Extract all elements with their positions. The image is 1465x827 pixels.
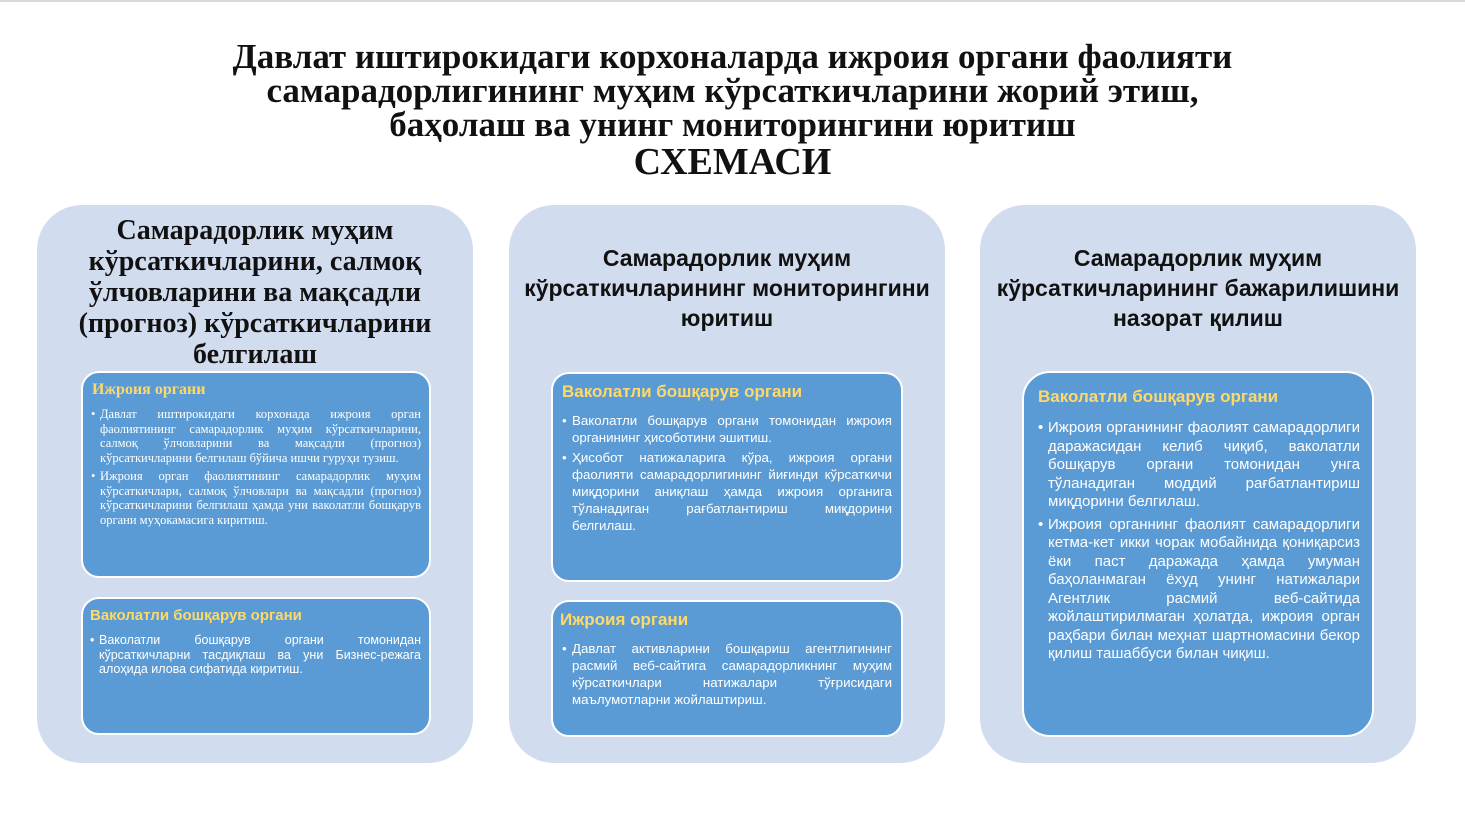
column-setting-indicators [37,205,473,763]
list-item: • Ваколатли бошқарув органи томонидан кўрсаткичларни тасдиқлаш ва уни Бизнес-режага алоҳида илова сифатида киритиш. [90,633,421,677]
page-title [0,37,1465,183]
box-heading: Ваколатли бошқарув органи [90,607,302,624]
box-heading: Ваколатли бошқарув органи [1038,387,1279,406]
column-title: Самарадорлик муҳим кўрсаткичларининг бажарилишини назорат қилиш [996,245,1400,331]
box-heading: Ижроия органи [560,610,689,629]
box-executive-body [551,600,903,737]
box-heading: Ижроия органи [92,381,206,398]
column-title: Самарадорлик муҳим кўрсаткичларининг мониторингини юритиш [524,245,930,331]
title-line-3: баҳолаш ва унинг мониторингини юритиш [389,105,1076,144]
box-executive-body [81,371,431,578]
list-item: • Давлат иштирокидаги корхонада ижроия орган фаолиятининг самарадорлик муҳим кўрсаткичларини, салмоқ ўлчовларини ва мақсадли (прогноз) кўрсаткичларини белгилаш бўйича ишчи гуруҳи тузиш. [91,407,421,465]
box-list [90,633,421,677]
box-heading: Ваколатли бошқарув органи [562,382,803,401]
list-item: • Ижроия орган фаолиятининг самарадорлик муҳим кўрсаткичлари, салмоқ ўлчовлари ва мақсадли (прогноз) кўрсаткичларини белгилаш ҳамда уни ваколатли бошқарув органи муҳокамасига киритиш. [91,469,421,527]
box-authorized-body [1022,371,1374,737]
box-list [91,407,421,531]
list-item: • Ижроия органининг фаолият самарадорлиги даражасидан келиб чиқиб, ваколатли бошқарув органи томонидан унга тўланадиган моддий рағбатлантириш миқдорини белгилаш. [1038,419,1360,512]
box-list [1038,419,1360,668]
box-authorized-body [81,597,431,735]
list-item: • Давлат активларини бошқариш агентлигининг расмий веб-сайтига самарадорликнинг муҳим кўрсаткичлари натижалари тўғрисидаги маълумотларни жойлаштириш. [562,640,892,708]
box-list [562,640,892,711]
list-item: • Ваколатли бошқарув органи томонидан ижроия органининг ҳисоботини эшитиш. [562,412,892,446]
title-line-1: Давлат иштирокидаги корхоналарда ижроия органи фаолияти [232,37,1233,76]
title-line-4: СХЕМАСИ [633,141,832,183]
top-divider [0,0,1465,2]
box-list [562,412,892,537]
box-authorized-body [551,372,903,582]
column-control [980,205,1416,763]
column-monitoring [509,205,945,763]
list-item: • Ҳисобот натижаларига кўра, ижроия органи фаолияти самарадорлигининг йиғинди кўрсаткичи миқдорини аниқлаш ҳамда ижроия органига тўланадиган рағбатлантириш миқдорини белгилаш. [562,449,892,534]
title-line-2: самарадорлигининг муҳим кўрсаткичларини жорий этиш, [266,71,1199,110]
column-title: Самарадорлик муҳим кўрсаткичларини, салмоқ ўлчовларини ва мақсадли (прогноз) кўрсаткичларини белгилаш [78,215,432,370]
list-item: • Ижроия органнинг фаолият самарадорлиги кетма-кет икки чорак мобайнида қониқарсиз ёки паст даражада ҳамда умуман баҳоланмаган ёхуд унинг натижалари Агентлик расмий веб-сайтида жойлаштирилмаган ҳолатда, ижроия орган раҳбари билан меҳнат шартномасини бекор қилиш ташаббуси билан чиқиш. [1038,516,1360,664]
